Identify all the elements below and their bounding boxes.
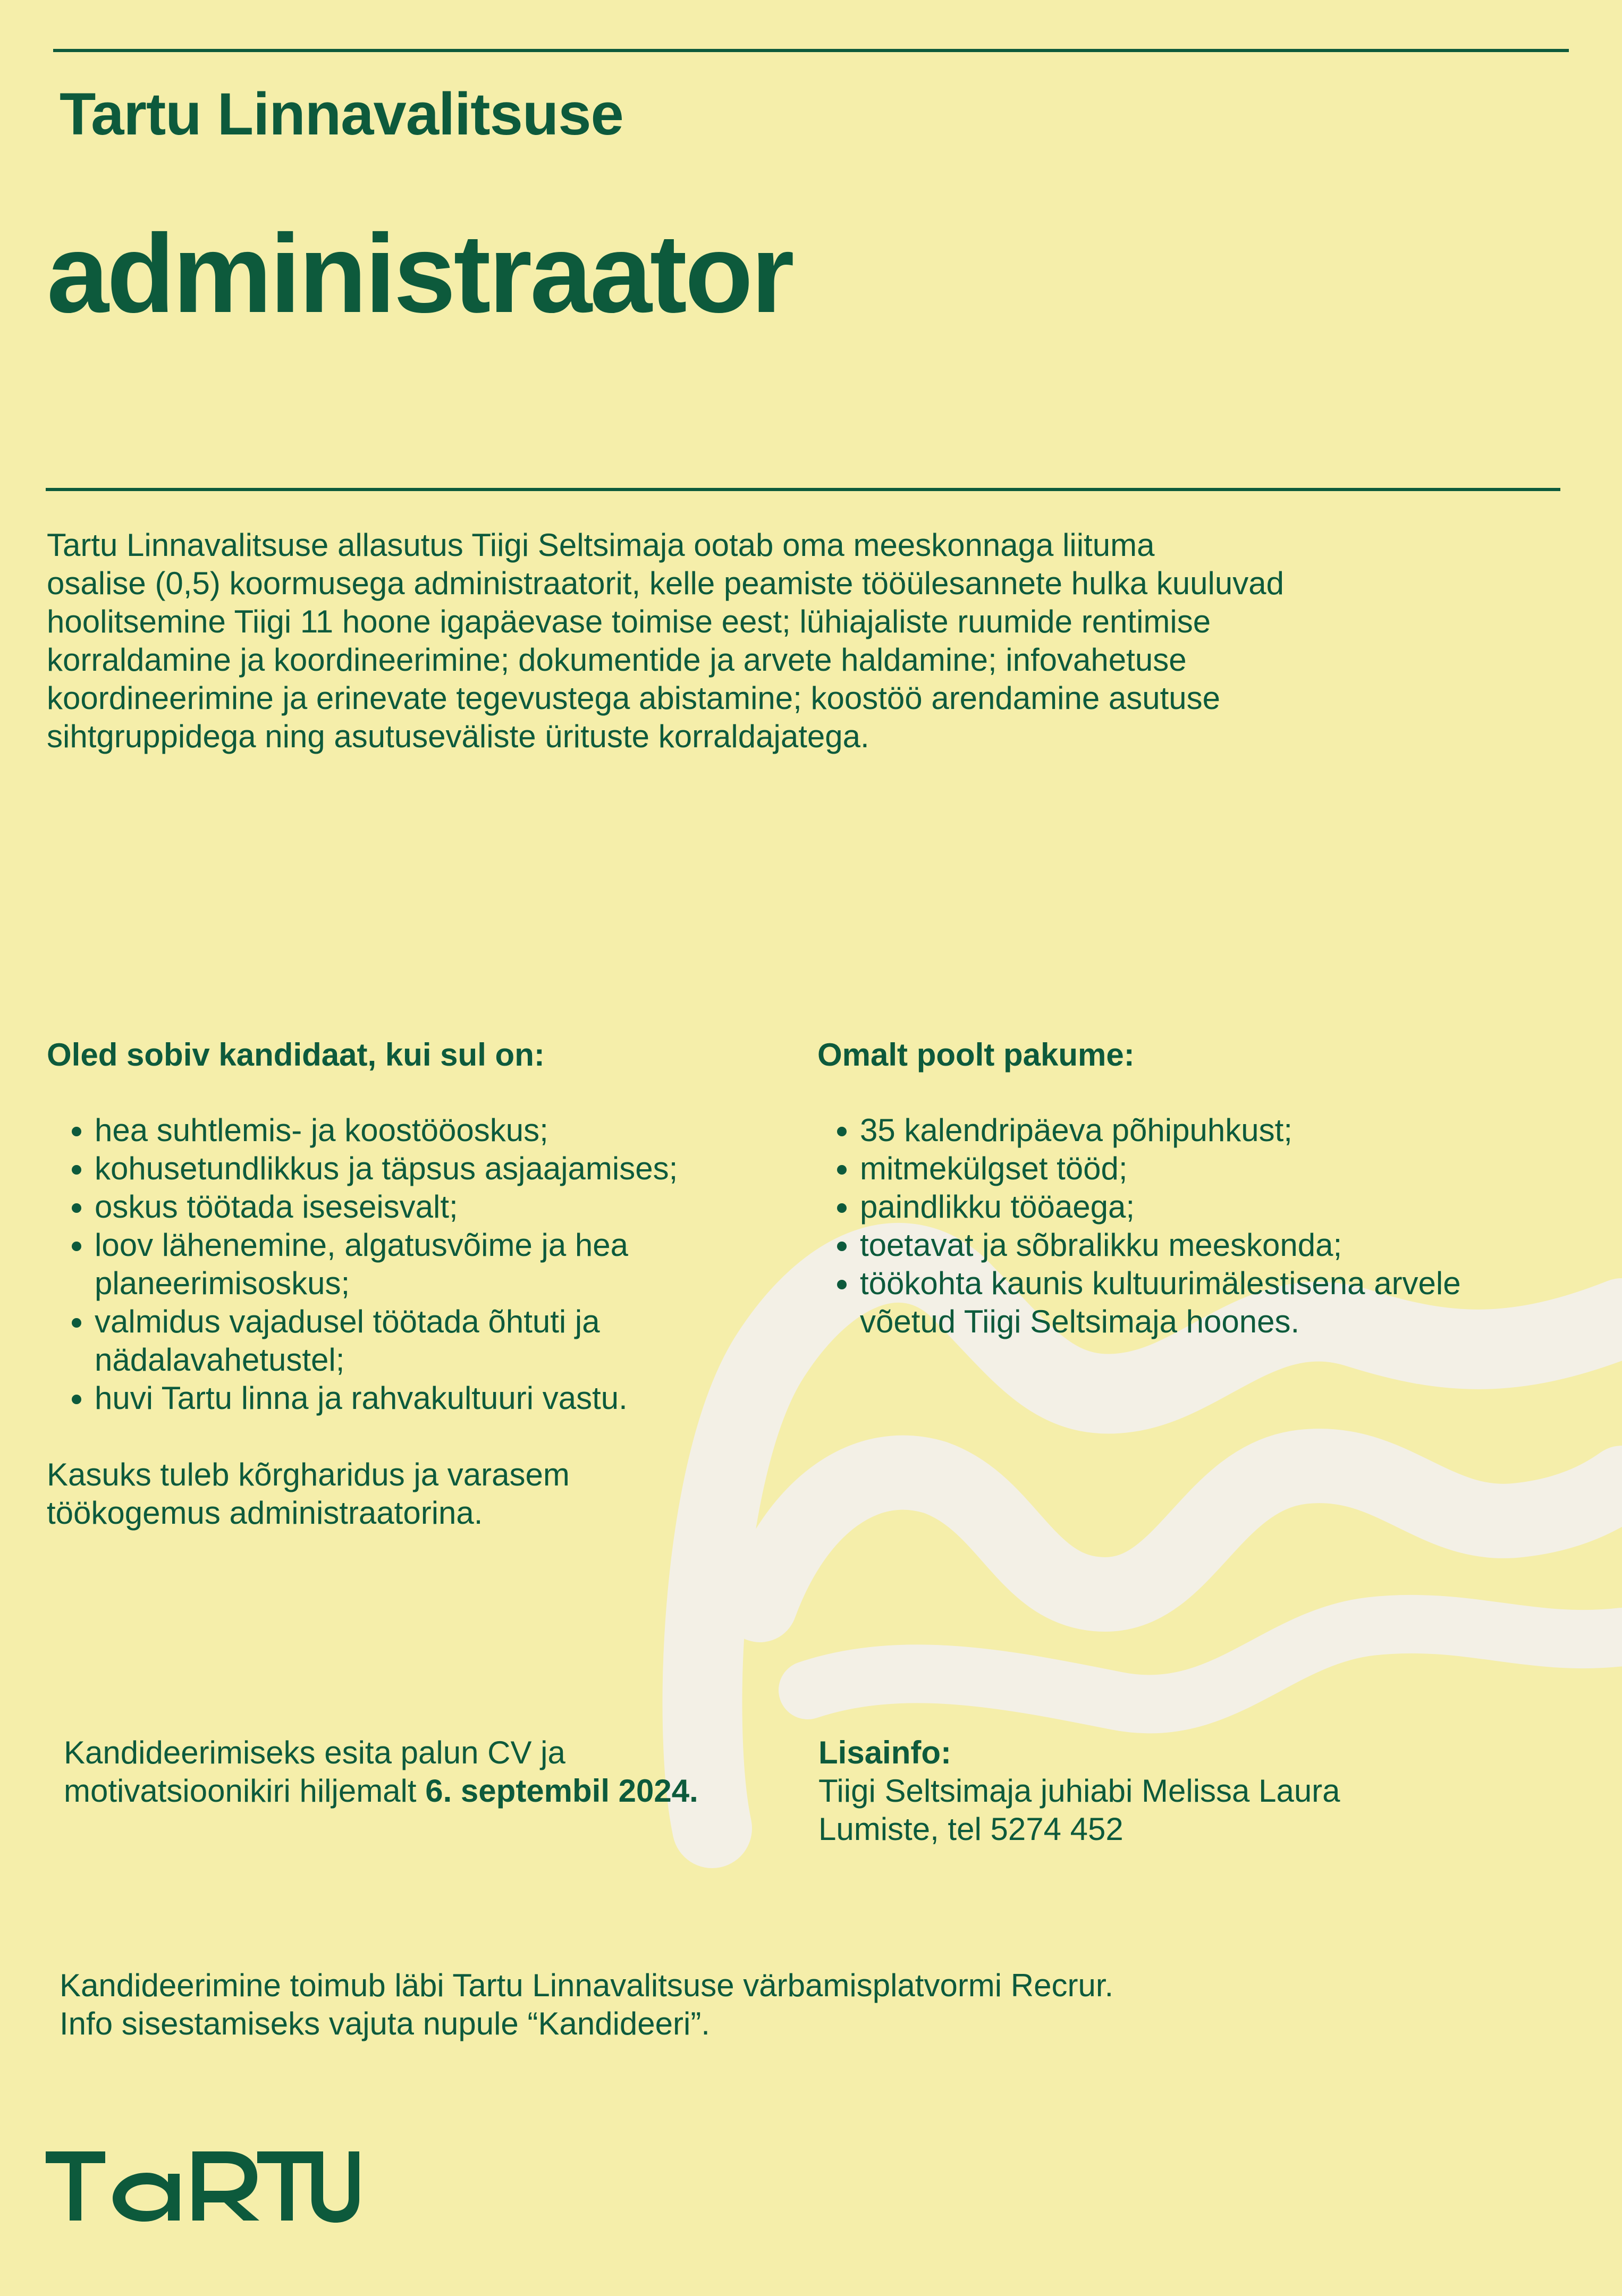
list-item: • oskus töötada iseseisvalt; [95, 1188, 754, 1226]
intro-line: Tartu Linnavalitsuse allasutus Tiigi Seltsimaja ootab oma meeskonnaga liituma [47, 527, 1155, 563]
application-instructions [64, 1734, 797, 1810]
platform-line: Kandideerimine toimub läbi Tartu Linnavalitsuse värbamisplatvormi Recrur. [60, 1968, 1114, 2003]
advantage-line: töökogemus administraatorina. [47, 1495, 483, 1531]
list-item: • hea suhtlemis- ja koostööoskus; [95, 1111, 754, 1150]
contact-heading: Lisainfo: [818, 1735, 951, 1770]
offer-list [817, 1111, 1551, 1341]
list-item: • paindlikku tööaega; [860, 1188, 1551, 1226]
requirements-section [47, 1036, 791, 1532]
platform-line: Info sisestamiseks vajuta nupule “Kandideeri”. [60, 2006, 710, 2041]
intro-paragraph [47, 526, 1407, 756]
intro-line: hoolitsemine Tiigi 11 hoone igapäevase toimise eest; lühiajaliste ruumide rentimise [47, 604, 1211, 639]
organization-name: Tartu Linnavalitsuse [60, 81, 623, 147]
offer-heading: Omalt poolt pakume: [817, 1037, 1135, 1073]
intro-line: koordineerimine ja erinevate tegevustega abistamine; koostöö arendamine asutuse [47, 680, 1221, 716]
top-rule [53, 49, 1569, 52]
swirl-2 [760, 1466, 1622, 1605]
advantage-text [47, 1456, 791, 1532]
application-line: Kandideerimiseks esita palun CV ja [64, 1735, 565, 1770]
intro-line: osalise (0,5) koormusega administraatorit, kelle peamiste tööülesannete hulka kuuluvad [47, 565, 1284, 601]
intro-line: sihtgruppidega ning asutuseväliste ürituste korraldajatega. [47, 719, 869, 754]
contact-line: Tiigi Seltsimaja juhiabi Melissa Laura [818, 1773, 1340, 1809]
requirements-list [47, 1111, 754, 1417]
list-item: • kohusetundlikkus ja täpsus asjaajamises; [95, 1150, 754, 1188]
title-rule [46, 488, 1560, 491]
list-item: • toetavat ja sõbralikku meeskonda; [860, 1226, 1551, 1264]
offer-section [817, 1036, 1551, 1341]
application-line-prefix: motivatsioonikiri hiljemalt [64, 1773, 426, 1809]
intro-line: korraldamine ja koordineerimine; dokumentide ja arvete haldamine; infovahetuse [47, 642, 1187, 678]
list-item: • töökohta kaunis kultuurimälestisena arvele võetud Tiigi Seltsimaja hoones. [860, 1264, 1551, 1341]
advantage-line: Kasuks tuleb kõrgharidus ja varasem [47, 1457, 570, 1492]
list-item: • loov lähenemine, algatusvõime ja hea planeerimisoskus; [95, 1226, 754, 1303]
contact-info [818, 1734, 1403, 1848]
swirl-3 [808, 1624, 1622, 1704]
list-item: • huvi Tartu linna ja rahvakultuuri vastu. [95, 1379, 754, 1417]
platform-info [60, 1966, 1494, 2043]
tartu-logo [46, 2147, 359, 2227]
contact-line: Lumiste, tel 5274 452 [818, 1811, 1123, 1847]
application-line [64, 1772, 797, 1810]
list-item: • 35 kalendripäeva põhipuhkust; [860, 1111, 1551, 1150]
list-item: • valmidus vajadusel töötada õhtuti ja nädalavahetustel; [95, 1303, 754, 1379]
list-item: • mitmekülgset tööd; [860, 1150, 1551, 1188]
requirements-heading: Oled sobiv kandidaat, kui sul on: [47, 1037, 545, 1073]
job-title: administraator [47, 211, 792, 336]
application-deadline: 6. septembil 2024. [425, 1773, 698, 1809]
